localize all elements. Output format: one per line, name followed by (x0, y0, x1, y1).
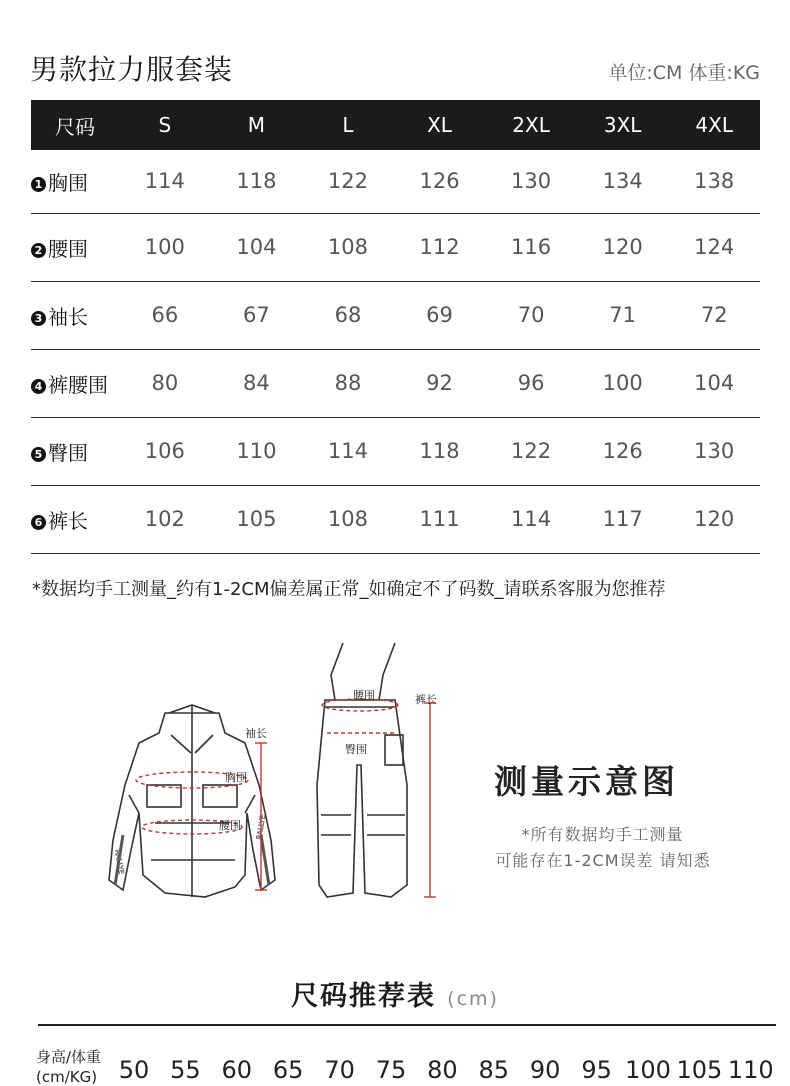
row-number-badge: 1 (31, 177, 46, 192)
row-label-text: 腰围 (48, 236, 88, 261)
column-header-2xl: 2XL (485, 100, 577, 150)
table-cell: 108 (302, 485, 394, 553)
column-header-4xl: 4XL (668, 100, 760, 150)
weight-value: 85 (478, 1056, 510, 1084)
row-label (31, 150, 119, 213)
row-label-text: 裤长 (48, 508, 88, 533)
row-label (31, 417, 119, 485)
table-cell: 106 (119, 417, 211, 485)
row-label (31, 485, 119, 553)
recommend-title: 尺码推荐表 (291, 981, 437, 1012)
row-number-badge: 4 (31, 379, 46, 394)
column-header-xl: XL (394, 100, 486, 150)
table-row (31, 485, 760, 553)
label-hip: 臀围 (345, 743, 367, 756)
table-cell: 112 (394, 213, 486, 281)
table-cell: 126 (394, 150, 486, 213)
table-cell: 105 (211, 485, 303, 553)
column-header-3xl: 3XL (577, 100, 669, 150)
label-sleeve: 袖长 (245, 727, 267, 740)
page-title: 男款拉力服套装 (30, 53, 234, 86)
table-cell: 71 (577, 281, 669, 349)
row-number-badge: 3 (31, 311, 46, 326)
table-cell: 117 (577, 485, 669, 553)
table-cell: 84 (211, 349, 303, 417)
row-label-text: 胸围 (48, 170, 88, 195)
recommend-weight-row (120, 1056, 780, 1086)
table-cell: 70 (485, 281, 577, 349)
column-header-s: S (119, 100, 211, 150)
table-cell: 120 (668, 485, 760, 553)
column-header-l: L (302, 100, 394, 150)
table-cell: 104 (211, 213, 303, 281)
unit-label: 单位:CM 体重:KG (608, 62, 760, 84)
table-cell: 100 (119, 213, 211, 281)
table-cell: 134 (577, 150, 669, 213)
weight-value: 60 (221, 1056, 253, 1084)
row-label-text: 臀围 (48, 440, 88, 465)
table-cell: 92 (394, 349, 486, 417)
table-cell: 130 (485, 150, 577, 213)
row-label (31, 281, 119, 349)
size-table-header (31, 100, 760, 150)
table-cell: 114 (302, 417, 394, 485)
table-cell: 69 (394, 281, 486, 349)
column-header-size: 尺码 (31, 100, 119, 150)
weight-value: 75 (375, 1056, 407, 1084)
recommend-unit: (cm) (447, 988, 499, 1010)
label-chest: 胸围 (225, 771, 247, 784)
weight-value: 55 (170, 1056, 201, 1084)
table-cell: 67 (211, 281, 303, 349)
table-cell: 118 (211, 150, 303, 213)
size-table (31, 100, 760, 554)
table-cell: 88 (302, 349, 394, 417)
table-row (31, 213, 760, 281)
label-pants-length: 裤长 (415, 693, 437, 706)
table-cell: 68 (302, 281, 394, 349)
weight-value: 105 (676, 1056, 723, 1084)
measurement-diagram (95, 635, 475, 915)
label-waist: 腰围 (219, 819, 241, 832)
table-cell: 126 (577, 417, 669, 485)
recommend-label-height-weight: 身高/体重 (36, 1048, 102, 1066)
table-cell: 96 (485, 349, 577, 417)
row-label-text: 袖长 (48, 304, 88, 329)
row-number-badge: 2 (31, 243, 46, 258)
recommend-divider (38, 1024, 776, 1026)
measurement-note: *数据均手工测量_约有1-2CM偏差属正常_如确定不了码数_请联系客服为您推荐 (32, 579, 666, 600)
diagram-title: 测量示意图 (494, 762, 679, 801)
table-cell: 80 (119, 349, 211, 417)
pants-measure-lines (322, 699, 436, 897)
weight-value: 95 (581, 1056, 612, 1084)
table-cell: 104 (668, 349, 760, 417)
table-cell: 114 (119, 150, 211, 213)
table-row (31, 281, 760, 349)
column-header-m: M (211, 100, 303, 150)
row-number-badge: 6 (31, 515, 46, 530)
pants-illustration (317, 643, 407, 897)
row-label-text: 裤腰围 (48, 372, 108, 397)
size-table-body (31, 150, 760, 553)
weight-value: 50 (118, 1056, 150, 1084)
label-pants-waist: 腰围 (353, 689, 375, 702)
table-row (31, 349, 760, 417)
table-cell: 124 (668, 213, 760, 281)
table-cell: 66 (119, 281, 211, 349)
table-cell: 72 (668, 281, 760, 349)
table-row (31, 417, 760, 485)
weight-value: 65 (272, 1056, 304, 1084)
weight-value: 80 (427, 1056, 458, 1084)
recommend-heading (0, 974, 790, 1013)
table-row (31, 150, 760, 213)
table-cell: 122 (302, 150, 394, 213)
diagram-note-2: 可能存在1-2CM误差 请知悉 (495, 851, 711, 870)
row-label (31, 349, 119, 417)
table-cell: 120 (577, 213, 669, 281)
table-cell: 122 (485, 417, 577, 485)
jacket-logo-left: RALLYE (113, 848, 126, 875)
row-number-badge: 5 (31, 447, 46, 462)
table-cell: 118 (394, 417, 486, 485)
weight-value: 100 (625, 1056, 671, 1084)
weight-value: 70 (324, 1056, 355, 1084)
row-label (31, 213, 119, 281)
table-cell: 114 (485, 485, 577, 553)
table-cell: 116 (485, 213, 577, 281)
jacket-logo-right: RALLYE (255, 814, 268, 841)
table-cell: 110 (211, 417, 303, 485)
weight-value: 110 (727, 1056, 774, 1084)
table-cell: 111 (394, 485, 486, 553)
table-cell: 102 (119, 485, 211, 553)
weight-value: 90 (529, 1056, 561, 1084)
table-cell: 108 (302, 213, 394, 281)
recommend-label-unit: (cm/KG) (36, 1068, 98, 1086)
diagram-note-1: *所有数据均手工测量 (521, 825, 684, 844)
table-cell: 138 (668, 150, 760, 213)
table-cell: 130 (668, 417, 760, 485)
table-cell: 100 (577, 349, 669, 417)
